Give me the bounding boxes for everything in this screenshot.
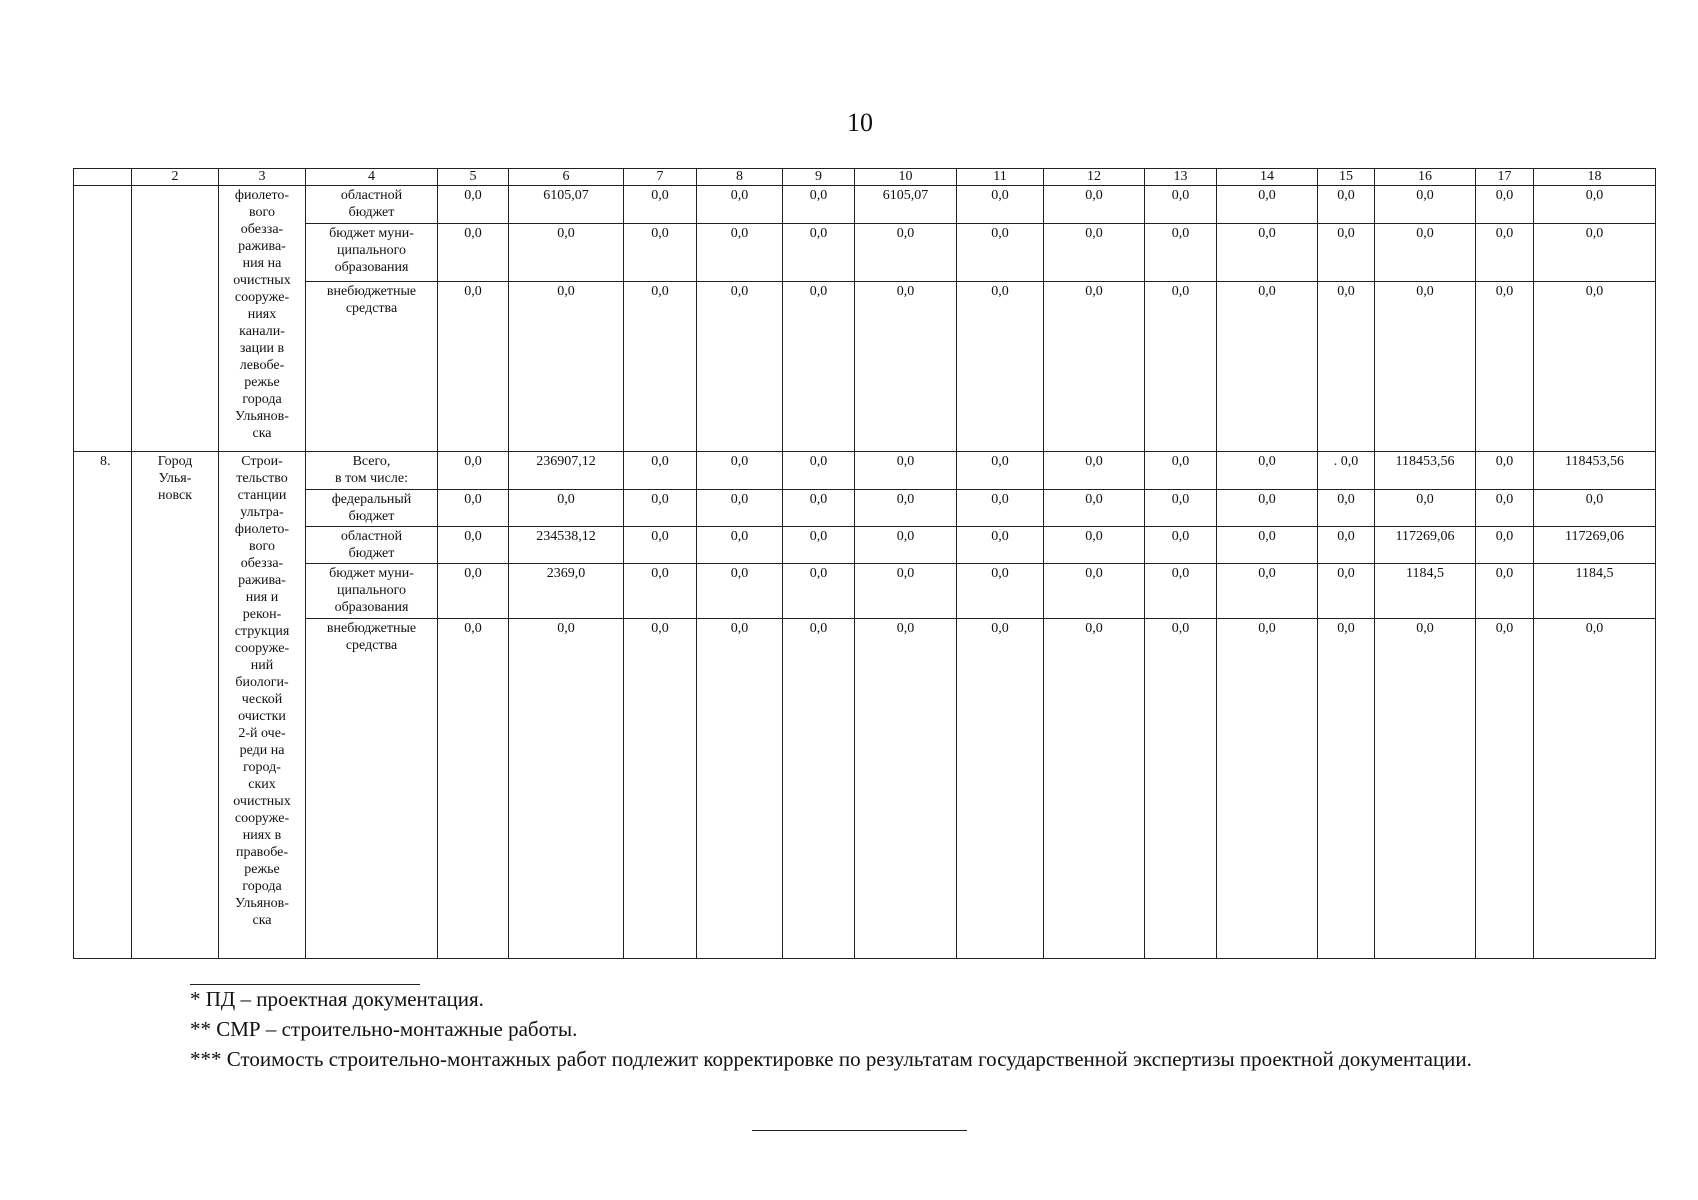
header-cell: 14: [1217, 169, 1318, 186]
page-number: 10: [847, 108, 873, 137]
value-cell: 0,0: [1217, 282, 1318, 452]
value-cell: 0,0: [1375, 619, 1476, 959]
value-cell: 0,0: [783, 452, 855, 490]
value-cell: 0,0: [1217, 186, 1318, 224]
value-cell: 6105,07: [855, 186, 957, 224]
value-cell: 0,0: [509, 490, 624, 527]
value-cell: 0,0: [1145, 452, 1217, 490]
value-cell: 0,0: [1318, 619, 1375, 959]
funding-source-cell: внебюджетные средства: [306, 619, 438, 959]
municipality-cell: [132, 186, 219, 452]
value-cell: 0,0: [438, 224, 509, 282]
value-cell: 0,0: [697, 224, 783, 282]
value-cell: 0,0: [957, 490, 1044, 527]
continued-row: [74, 186, 1656, 224]
value-cell: 0,0: [509, 224, 624, 282]
value-cell: 118453,56: [1534, 452, 1656, 490]
funding-source-cell: федеральный бюджет: [306, 490, 438, 527]
value-cell: 0,0: [1318, 282, 1375, 452]
header-cell: 12: [1044, 169, 1145, 186]
value-cell: 0,0: [1145, 282, 1217, 452]
value-cell: 0,0: [783, 619, 855, 959]
item-row: [74, 619, 1656, 959]
value-cell: 0,0: [783, 527, 855, 564]
footnotes: [115, 984, 1605, 1074]
value-cell: 0,0: [1476, 564, 1534, 619]
value-cell: 118453,56: [1375, 452, 1476, 490]
value-cell: 0,0: [1534, 186, 1656, 224]
value-cell: 0,0: [1375, 224, 1476, 282]
value-cell: 0,0: [783, 490, 855, 527]
value-cell: 0,0: [697, 564, 783, 619]
value-cell: 234538,12: [509, 527, 624, 564]
value-cell: 0,0: [438, 527, 509, 564]
value-cell: 0,0: [1476, 527, 1534, 564]
object-name-cell: фиолето- вого обезза- ражива- ния на очистных сооруже- ниях канали- зации в левобе- режье города Ульянов- ска: [219, 186, 306, 452]
value-cell: 0,0: [697, 490, 783, 527]
header-cell: 6: [509, 169, 624, 186]
value-cell: 0,0: [624, 619, 697, 959]
funding-source-cell: бюджет муни- ципального образования: [306, 564, 438, 619]
value-cell: 0,0: [697, 282, 783, 452]
value-cell: 0,0: [1044, 564, 1145, 619]
value-cell: 0,0: [1318, 564, 1375, 619]
value-cell: 0,0: [1217, 224, 1318, 282]
funding-source-cell: Всего, в том числе:: [306, 452, 438, 490]
value-cell: 0,0: [1217, 564, 1318, 619]
header-cell: 13: [1145, 169, 1217, 186]
value-cell: 0,0: [1318, 186, 1375, 224]
budget-table: [73, 168, 1656, 959]
header-cell: 3: [219, 169, 306, 186]
value-cell: 0,0: [1217, 490, 1318, 527]
header-cell: 11: [957, 169, 1044, 186]
value-cell: 0,0: [1145, 564, 1217, 619]
footnote-3: *** Стоимость строительно-монтажных работ подлежит корректировке по результатам государственной экспертизы проектной документации.: [190, 1047, 1472, 1071]
value-cell: 0,0: [855, 452, 957, 490]
header-cell: 18: [1534, 169, 1656, 186]
header-cell: 4: [306, 169, 438, 186]
value-cell: 0,0: [957, 224, 1044, 282]
continued-row: [74, 282, 1656, 452]
value-cell: 0,0: [624, 186, 697, 224]
row-number-cell: [74, 186, 132, 452]
value-cell: 0,0: [1044, 224, 1145, 282]
value-cell: 0,0: [957, 282, 1044, 452]
value-cell: 0,0: [1145, 490, 1217, 527]
value-cell: 117269,06: [1534, 527, 1656, 564]
item-row: [74, 564, 1656, 619]
value-cell: 0,0: [1044, 186, 1145, 224]
funding-source-cell: областной бюджет: [306, 527, 438, 564]
value-cell: 0,0: [438, 282, 509, 452]
item-row: [74, 527, 1656, 564]
value-cell: 0,0: [957, 186, 1044, 224]
value-cell: 0,0: [1217, 527, 1318, 564]
value-cell: 0,0: [957, 619, 1044, 959]
header-cell: 10: [855, 169, 957, 186]
value-cell: 0,0: [438, 452, 509, 490]
value-cell: 0,0: [957, 564, 1044, 619]
header-cell: 8: [697, 169, 783, 186]
value-cell: 0,0: [1145, 619, 1217, 959]
value-cell: 0,0: [1145, 527, 1217, 564]
item-row: [74, 452, 1656, 490]
value-cell: 0,0: [624, 224, 697, 282]
value-cell: 0,0: [624, 490, 697, 527]
value-cell: 117269,06: [1375, 527, 1476, 564]
value-cell: 2369,0: [509, 564, 624, 619]
value-cell: 1184,5: [1375, 564, 1476, 619]
value-cell: 0,0: [783, 564, 855, 619]
header-cell: 9: [783, 169, 855, 186]
value-cell: 0,0: [438, 619, 509, 959]
value-cell: 0,0: [1318, 224, 1375, 282]
value-cell: 0,0: [957, 527, 1044, 564]
value-cell: 0,0: [624, 564, 697, 619]
funding-source-cell: бюджет муни- ципального образования: [306, 224, 438, 282]
value-cell: 0,0: [1145, 186, 1217, 224]
value-cell: 0,0: [783, 186, 855, 224]
value-cell: 0,0: [438, 490, 509, 527]
funding-source-cell: внебюджетные средства: [306, 282, 438, 452]
header-cell: 15: [1318, 169, 1375, 186]
value-cell: 0,0: [697, 619, 783, 959]
value-cell: 0,0: [1476, 186, 1534, 224]
footnote-2: ** СМР – строительно-монтажные работы.: [190, 1017, 578, 1041]
value-cell: 0,0: [1044, 619, 1145, 959]
row-number-cell: 8.: [74, 452, 132, 959]
value-cell: 0,0: [624, 282, 697, 452]
value-cell: 0,0: [1145, 224, 1217, 282]
value-cell: 0,0: [855, 527, 957, 564]
value-cell: 0,0: [1534, 619, 1656, 959]
value-cell: 0,0: [1375, 186, 1476, 224]
value-cell: 0,0: [1044, 452, 1145, 490]
item-row: [74, 490, 1656, 527]
value-cell: 0,0: [1044, 490, 1145, 527]
continued-row: [74, 224, 1656, 282]
municipality-cell: Город Улья- новск: [132, 452, 219, 959]
value-cell: 0,0: [1534, 490, 1656, 527]
header-cell: 16: [1375, 169, 1476, 186]
value-cell: 0,0: [855, 224, 957, 282]
header-cell: 5: [438, 169, 509, 186]
value-cell: 0,0: [1044, 282, 1145, 452]
value-cell: 0,0: [438, 186, 509, 224]
value-cell: 0,0: [509, 619, 624, 959]
header-row: [74, 169, 1656, 186]
value-cell: . 0,0: [1318, 452, 1375, 490]
object-name-cell: Строи- тельство станции ультра- фиолето- вого обезза- ражива- ния и рекон- струкция сооруже- ний биологи- ческой очистки 2-й оче- реди на город- ских очистных сооруже- ниях в правобе- режье города Ульянов- ска: [219, 452, 306, 959]
value-cell: 0,0: [624, 452, 697, 490]
value-cell: 236907,12: [509, 452, 624, 490]
funding-source-cell: областной бюджет: [306, 186, 438, 224]
value-cell: 0,0: [509, 282, 624, 452]
value-cell: 0,0: [855, 490, 957, 527]
value-cell: 1184,5: [1534, 564, 1656, 619]
header-cell: 17: [1476, 169, 1534, 186]
value-cell: 0,0: [855, 564, 957, 619]
value-cell: 0,0: [697, 186, 783, 224]
value-cell: 0,0: [1534, 282, 1656, 452]
footnote-1: * ПД – проектная документация.: [190, 987, 484, 1011]
value-cell: 0,0: [1476, 490, 1534, 527]
value-cell: 0,0: [783, 282, 855, 452]
header-cell: [74, 169, 132, 186]
value-cell: 0,0: [855, 282, 957, 452]
value-cell: 6105,07: [509, 186, 624, 224]
header-cell: 2: [132, 169, 219, 186]
end-rule: [752, 1130, 967, 1131]
value-cell: 0,0: [1044, 527, 1145, 564]
header-cell: 7: [624, 169, 697, 186]
value-cell: 0,0: [624, 527, 697, 564]
value-cell: 0,0: [1375, 490, 1476, 527]
value-cell: 0,0: [957, 452, 1044, 490]
value-cell: 0,0: [783, 224, 855, 282]
value-cell: 0,0: [697, 452, 783, 490]
value-cell: 0,0: [697, 527, 783, 564]
value-cell: 0,0: [1476, 619, 1534, 959]
value-cell: 0,0: [855, 619, 957, 959]
value-cell: 0,0: [1217, 452, 1318, 490]
value-cell: 0,0: [1318, 490, 1375, 527]
value-cell: 0,0: [438, 564, 509, 619]
value-cell: 0,0: [1476, 452, 1534, 490]
value-cell: 0,0: [1534, 224, 1656, 282]
value-cell: 0,0: [1375, 282, 1476, 452]
value-cell: 0,0: [1476, 282, 1534, 452]
value-cell: 0,0: [1476, 224, 1534, 282]
value-cell: 0,0: [1217, 619, 1318, 959]
value-cell: 0,0: [1318, 527, 1375, 564]
